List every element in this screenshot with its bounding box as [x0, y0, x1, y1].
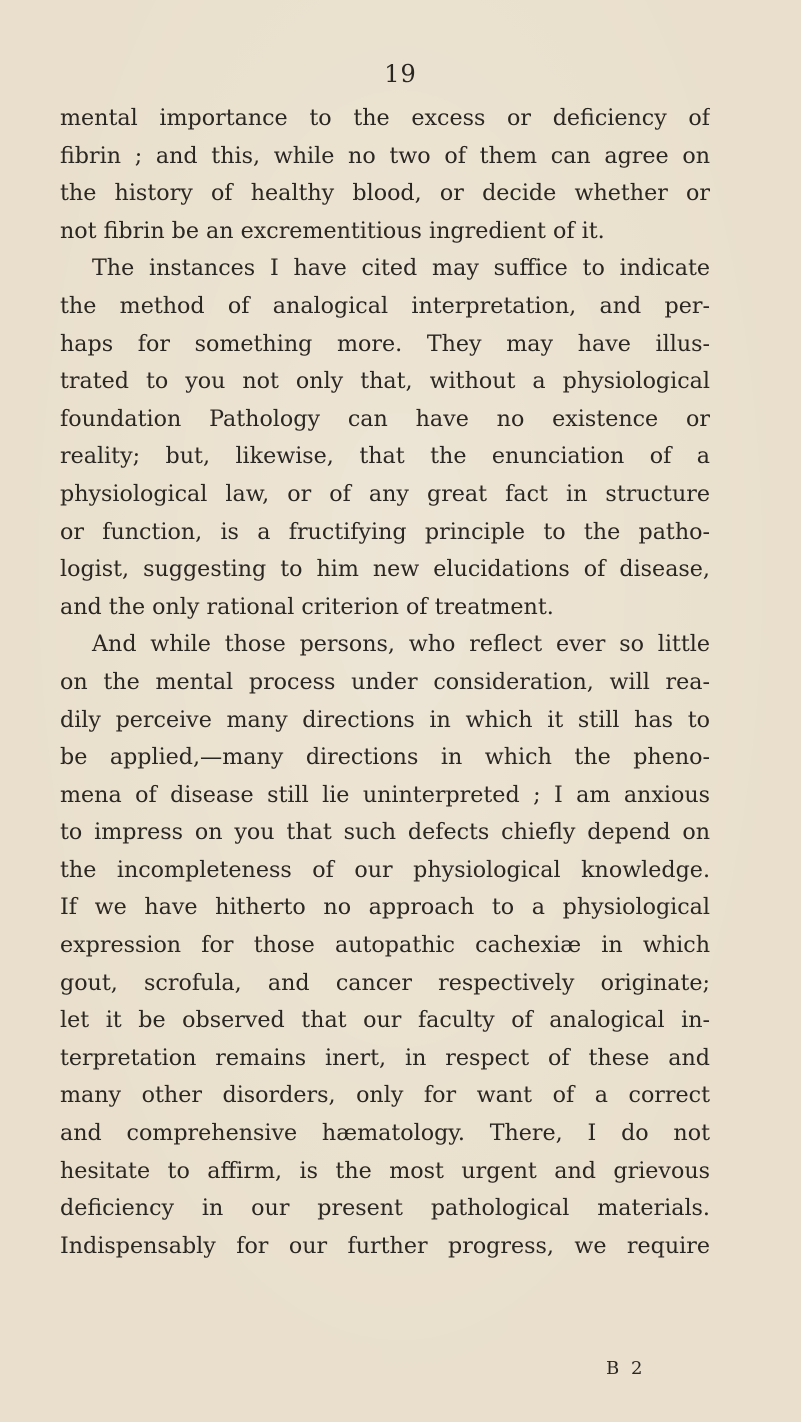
- text-line: Indispensably for our further progress, we require: [60, 1232, 710, 1259]
- text-line: haps for something more. They may have illus-: [60, 330, 710, 357]
- text-line: mena of disease still lie uninterpreted ; I am anxious: [60, 781, 710, 808]
- text-line: mental importance to the excess or deficiency of: [60, 105, 710, 131]
- text-line: be applied,—many directions in which the pheno-: [60, 744, 710, 771]
- text-line: foundation Pathology can have no existence or: [60, 405, 710, 432]
- text-line: dily perceive many directions in which it still has to: [60, 706, 710, 733]
- text-line: the history of healthy blood, or decide whether or: [60, 180, 710, 207]
- text-line: not fibrin be an excrementitious ingredient of it.: [60, 217, 605, 244]
- text-line: or function, is a fructifying principle to the patho-: [60, 518, 710, 545]
- text-line: expression for those autopathic cachexiæ in which: [60, 932, 710, 959]
- text-line: physiological law, or of any great fact in structure: [60, 480, 710, 507]
- text-line: The instances I have cited may suffice to indicate: [92, 255, 710, 282]
- text-line: many other disorders, only for want of a correct: [60, 1082, 710, 1109]
- text-line: fibrin ; and this, while no two of them can agree on: [60, 142, 710, 169]
- text-line: the incompleteness of our physiological knowledge.: [60, 856, 710, 883]
- text-line: let it be observed that our faculty of analogical in-: [60, 1007, 710, 1034]
- text-line: reality; but, likewise, that the enunciation of a: [60, 443, 710, 470]
- text-line: on the mental process under consideration, will rea-: [60, 668, 710, 695]
- text-line: and the only rational criterion of treatment.: [60, 593, 554, 620]
- text-line: trated to you not only that, without a physiological: [60, 368, 710, 395]
- page-number: 19: [384, 60, 417, 88]
- text-line: and comprehensive hæmatology. There, I do not: [60, 1120, 710, 1147]
- text-line: And while those persons, who reflect ever so little: [92, 631, 710, 658]
- text-line: the method of analogical interpretation, and per-: [60, 292, 710, 319]
- body-text: [60, 100, 710, 1265]
- text-line: hesitate to affirm, is the most urgent and grievous: [60, 1157, 710, 1184]
- text-line: to impress on you that such defects chiefly depend on: [60, 819, 710, 846]
- text-line: If we have hitherto no approach to a physiological: [60, 894, 710, 921]
- text-line: gout, scrofula, and cancer respectively originate;: [60, 969, 710, 996]
- text-line: logist, suggesting to him new elucidations of disease,: [60, 556, 710, 583]
- signature-mark: B 2: [606, 1358, 646, 1379]
- text-line: terpretation remains inert, in respect of these and: [60, 1044, 710, 1071]
- text-line: deficiency in our present pathological materials.: [60, 1195, 710, 1222]
